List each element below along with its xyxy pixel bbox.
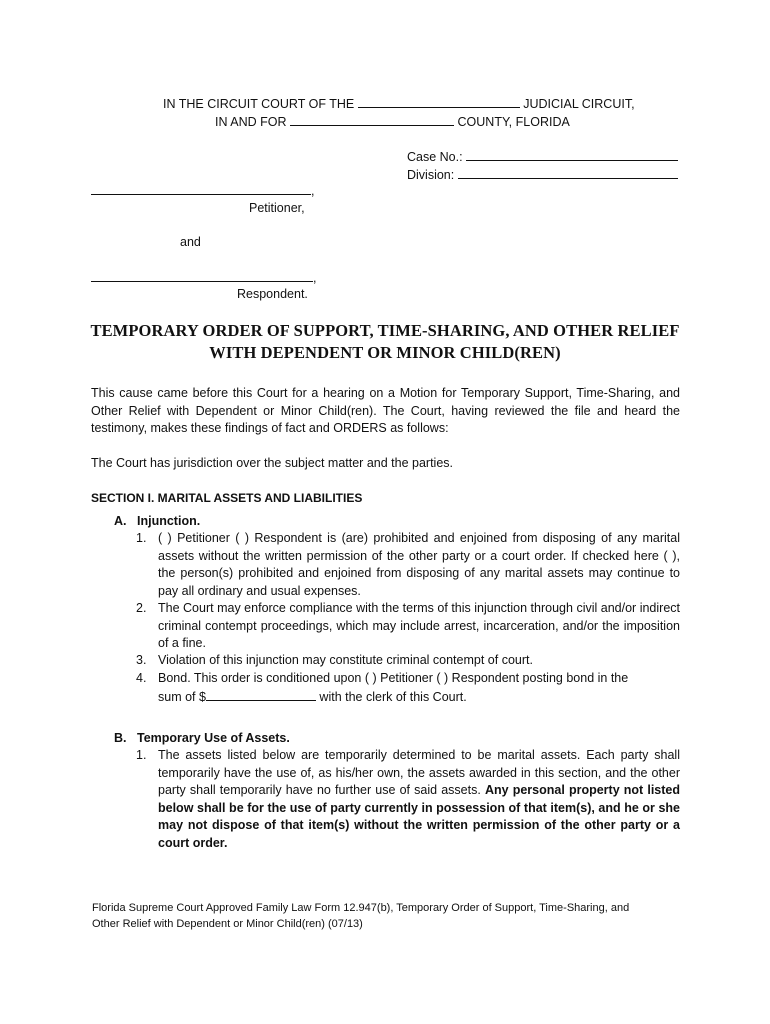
injunction-item-4 [158, 670, 680, 706]
division-label: Division: [407, 168, 455, 182]
judicial-circuit-blank[interactable] [358, 95, 520, 108]
list-number: 3. [136, 653, 147, 667]
court-header-line-2 [215, 113, 570, 130]
injunction-item-1: ( ) Petitioner ( ) Respondent is (are) prohibited and enjoined from disposing of any marital assets without the written permission of the other party or a court order. If checked here ( ), the person(s) prohibited and enjoined from disposing of any marital assets may continue to pay all ordinary and usual expenses. [158, 531, 680, 598]
list-number: 2. [136, 601, 147, 615]
subsection-b-title: Temporary Use of Assets. [137, 731, 290, 745]
temporary-use-text: The assets listed below are temporarily determined to be marital assets. Each party shall temporarily have the use of, as his/her own, the assets awarded in this section, and the other party shall temporarily have no further use of said assets. [158, 748, 680, 797]
case-number-line [407, 148, 678, 165]
list-number: 4. [136, 671, 147, 685]
case-number-label: Case No.: [407, 150, 463, 164]
court-header-line-1 [163, 95, 635, 112]
footer-line-2: Other Relief with Dependent or Minor Child(ren) (07/13) [92, 918, 363, 930]
intro-paragraph: This cause came before this Court for a hearing on a Motion for Temporary Support, Time-Sharing, and Other Relief with Dependent or Minor Child(ren). The Court, having reviewed the file and heard the testimony, makes these findings of fact and ORDERS as follows: [91, 386, 680, 435]
bond-amount-line [158, 688, 680, 707]
court-header-text: IN AND FOR [215, 115, 287, 129]
bond-text: with the clerk of this Court. [319, 689, 467, 704]
subsection-b-label: B. [114, 731, 127, 745]
punctuation: , [313, 271, 317, 285]
form-title-line-1: TEMPORARY ORDER OF SUPPORT, TIME-SHARING, AND OTHER RELIEF [90, 321, 680, 340]
division-line [407, 166, 678, 183]
temporary-use-item-1 [158, 747, 680, 852]
punctuation: , [311, 184, 315, 198]
petitioner-label: Petitioner, [249, 201, 305, 215]
form-title-line-2: WITH DEPENDENT OR MINOR CHILD(REN) [209, 343, 561, 362]
court-header-text: IN THE CIRCUIT COURT OF THE [163, 97, 355, 111]
footer-line-1: Florida Supreme Court Approved Family Law Form 12.947(b), Temporary Order of Support, Time-Sharing, and [92, 902, 630, 914]
respondent-name-line [91, 269, 316, 286]
court-header-text: JUDICIAL CIRCUIT, [523, 97, 635, 111]
injunction-item-3: Violation of this injunction may constitute criminal contempt of court. [158, 653, 533, 667]
form-footer [92, 900, 692, 932]
respondent-name-blank[interactable] [91, 269, 313, 282]
subsection-a-title: Injunction. [137, 514, 201, 528]
petitioner-name-line [91, 182, 314, 199]
temporary-use-bold-text: Any personal property not listed below shall be for the use of party currently in possession of that item(s), and he or she may not dispose of that item(s) without the written permission of the other party or a court order. [158, 783, 680, 850]
petitioner-name-blank[interactable] [91, 182, 311, 195]
jurisdiction-paragraph: The Court has jurisdiction over the subject matter and the parties. [91, 456, 453, 470]
and-label: and [180, 235, 201, 249]
subsection-a-label: A. [114, 514, 127, 528]
case-number-blank[interactable] [466, 148, 678, 161]
bond-text: sum of $ [158, 689, 206, 704]
bond-text: Bond. This order is conditioned upon ( ) Petitioner ( ) Respondent posting bond in the [158, 671, 629, 685]
list-number: 1. [136, 531, 147, 545]
court-header-text: COUNTY, FLORIDA [457, 115, 570, 129]
county-blank[interactable] [290, 113, 454, 126]
bond-amount-blank[interactable] [206, 688, 316, 701]
list-number: 1. [136, 748, 147, 762]
injunction-item-2: The Court may enforce compliance with the terms of this injunction through civil and/or indirect criminal contempt proceedings, which may include arrest, incarceration, and/or the imposition of a fine. [158, 601, 680, 650]
respondent-label: Respondent. [237, 287, 308, 301]
section-1-heading: SECTION I. MARITAL ASSETS AND LIABILITIES [91, 491, 363, 505]
division-blank[interactable] [458, 166, 678, 179]
